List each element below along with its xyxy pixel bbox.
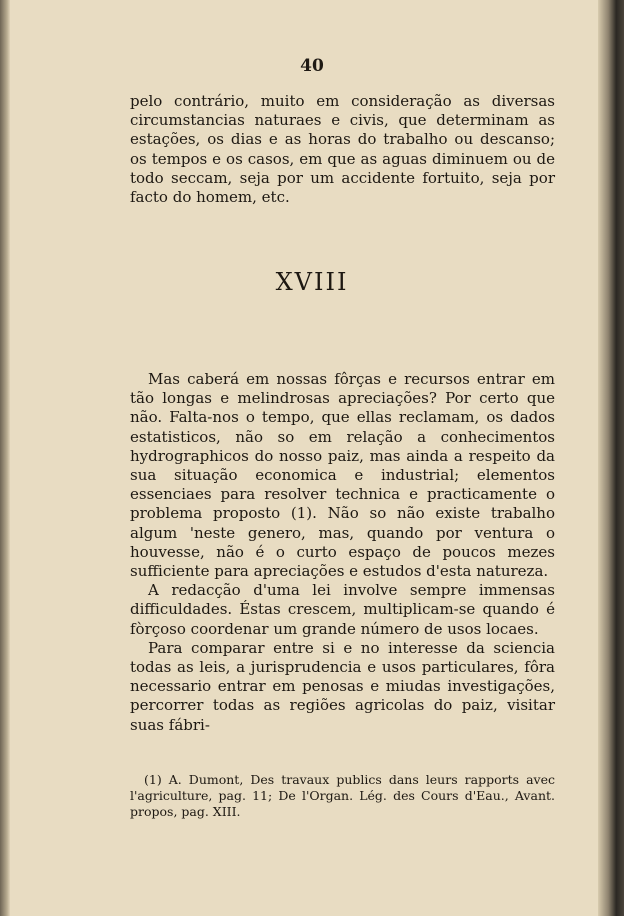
chapter-heading: XVIII [275, 268, 349, 296]
paragraph-3: Para comparar entre si e no interesse da sciencia todas as leis, a jurisprudencia e usos particulares, fôra necessario entrar em penosas e miudas investigações, percorrer todas as regiões agricolas do paiz, visitar suas fábri- [130, 638, 555, 734]
page-number: 40 [300, 56, 324, 76]
paragraph-1: Mas caberá em nossas fôrças e recursos entrar em tão longas e melindrosas apreciações? Por certo que não. Falta-nos o tempo, que ellas reclamam, os dados estatisticos, não so em relação a conhecimentos hydrographicos do nosso paiz, mas ainda a respeito da sua situação economica e industrial; elementos essenciaes para resolver technica e practicamente o problema proposto (1). Não so não existe trabalho algum 'neste genero, mas, quando por ventura o houvesse, não é o curto espaço de poucos mezes sufficiente para apreciações e estudos d'esta natureza. [130, 370, 555, 581]
top-paragraph: pelo contrário, muito em consideração as diversas circumstancias naturaes e civis, que determinam as estações, os dias e as horas do trabalho ou descanso; os tempos e os casos, em que as aguas diminuem ou de todo seccam, seja por um accidente fortuito, seja por facto do homem, etc. [130, 92, 555, 207]
footnote [130, 772, 555, 820]
page-edge [598, 0, 624, 916]
paragraph-2: A redacção d'uma lei involve sempre immensas difficuldades. Éstas crescem, multiplicam-se quando é fòrçoso coordenar um grande número de usos locaes. [130, 581, 555, 638]
page-gutter [0, 0, 10, 916]
footnote-text: (1) A. Dumont, Des travaux publics dans leurs rapports avec l'agriculture, pag. 11; De l'Organ. Lég. des Cours d'Eau., Avant. propos, pag. XIII. [130, 772, 555, 819]
body-text-block [130, 370, 555, 735]
top-text-block [130, 92, 555, 207]
